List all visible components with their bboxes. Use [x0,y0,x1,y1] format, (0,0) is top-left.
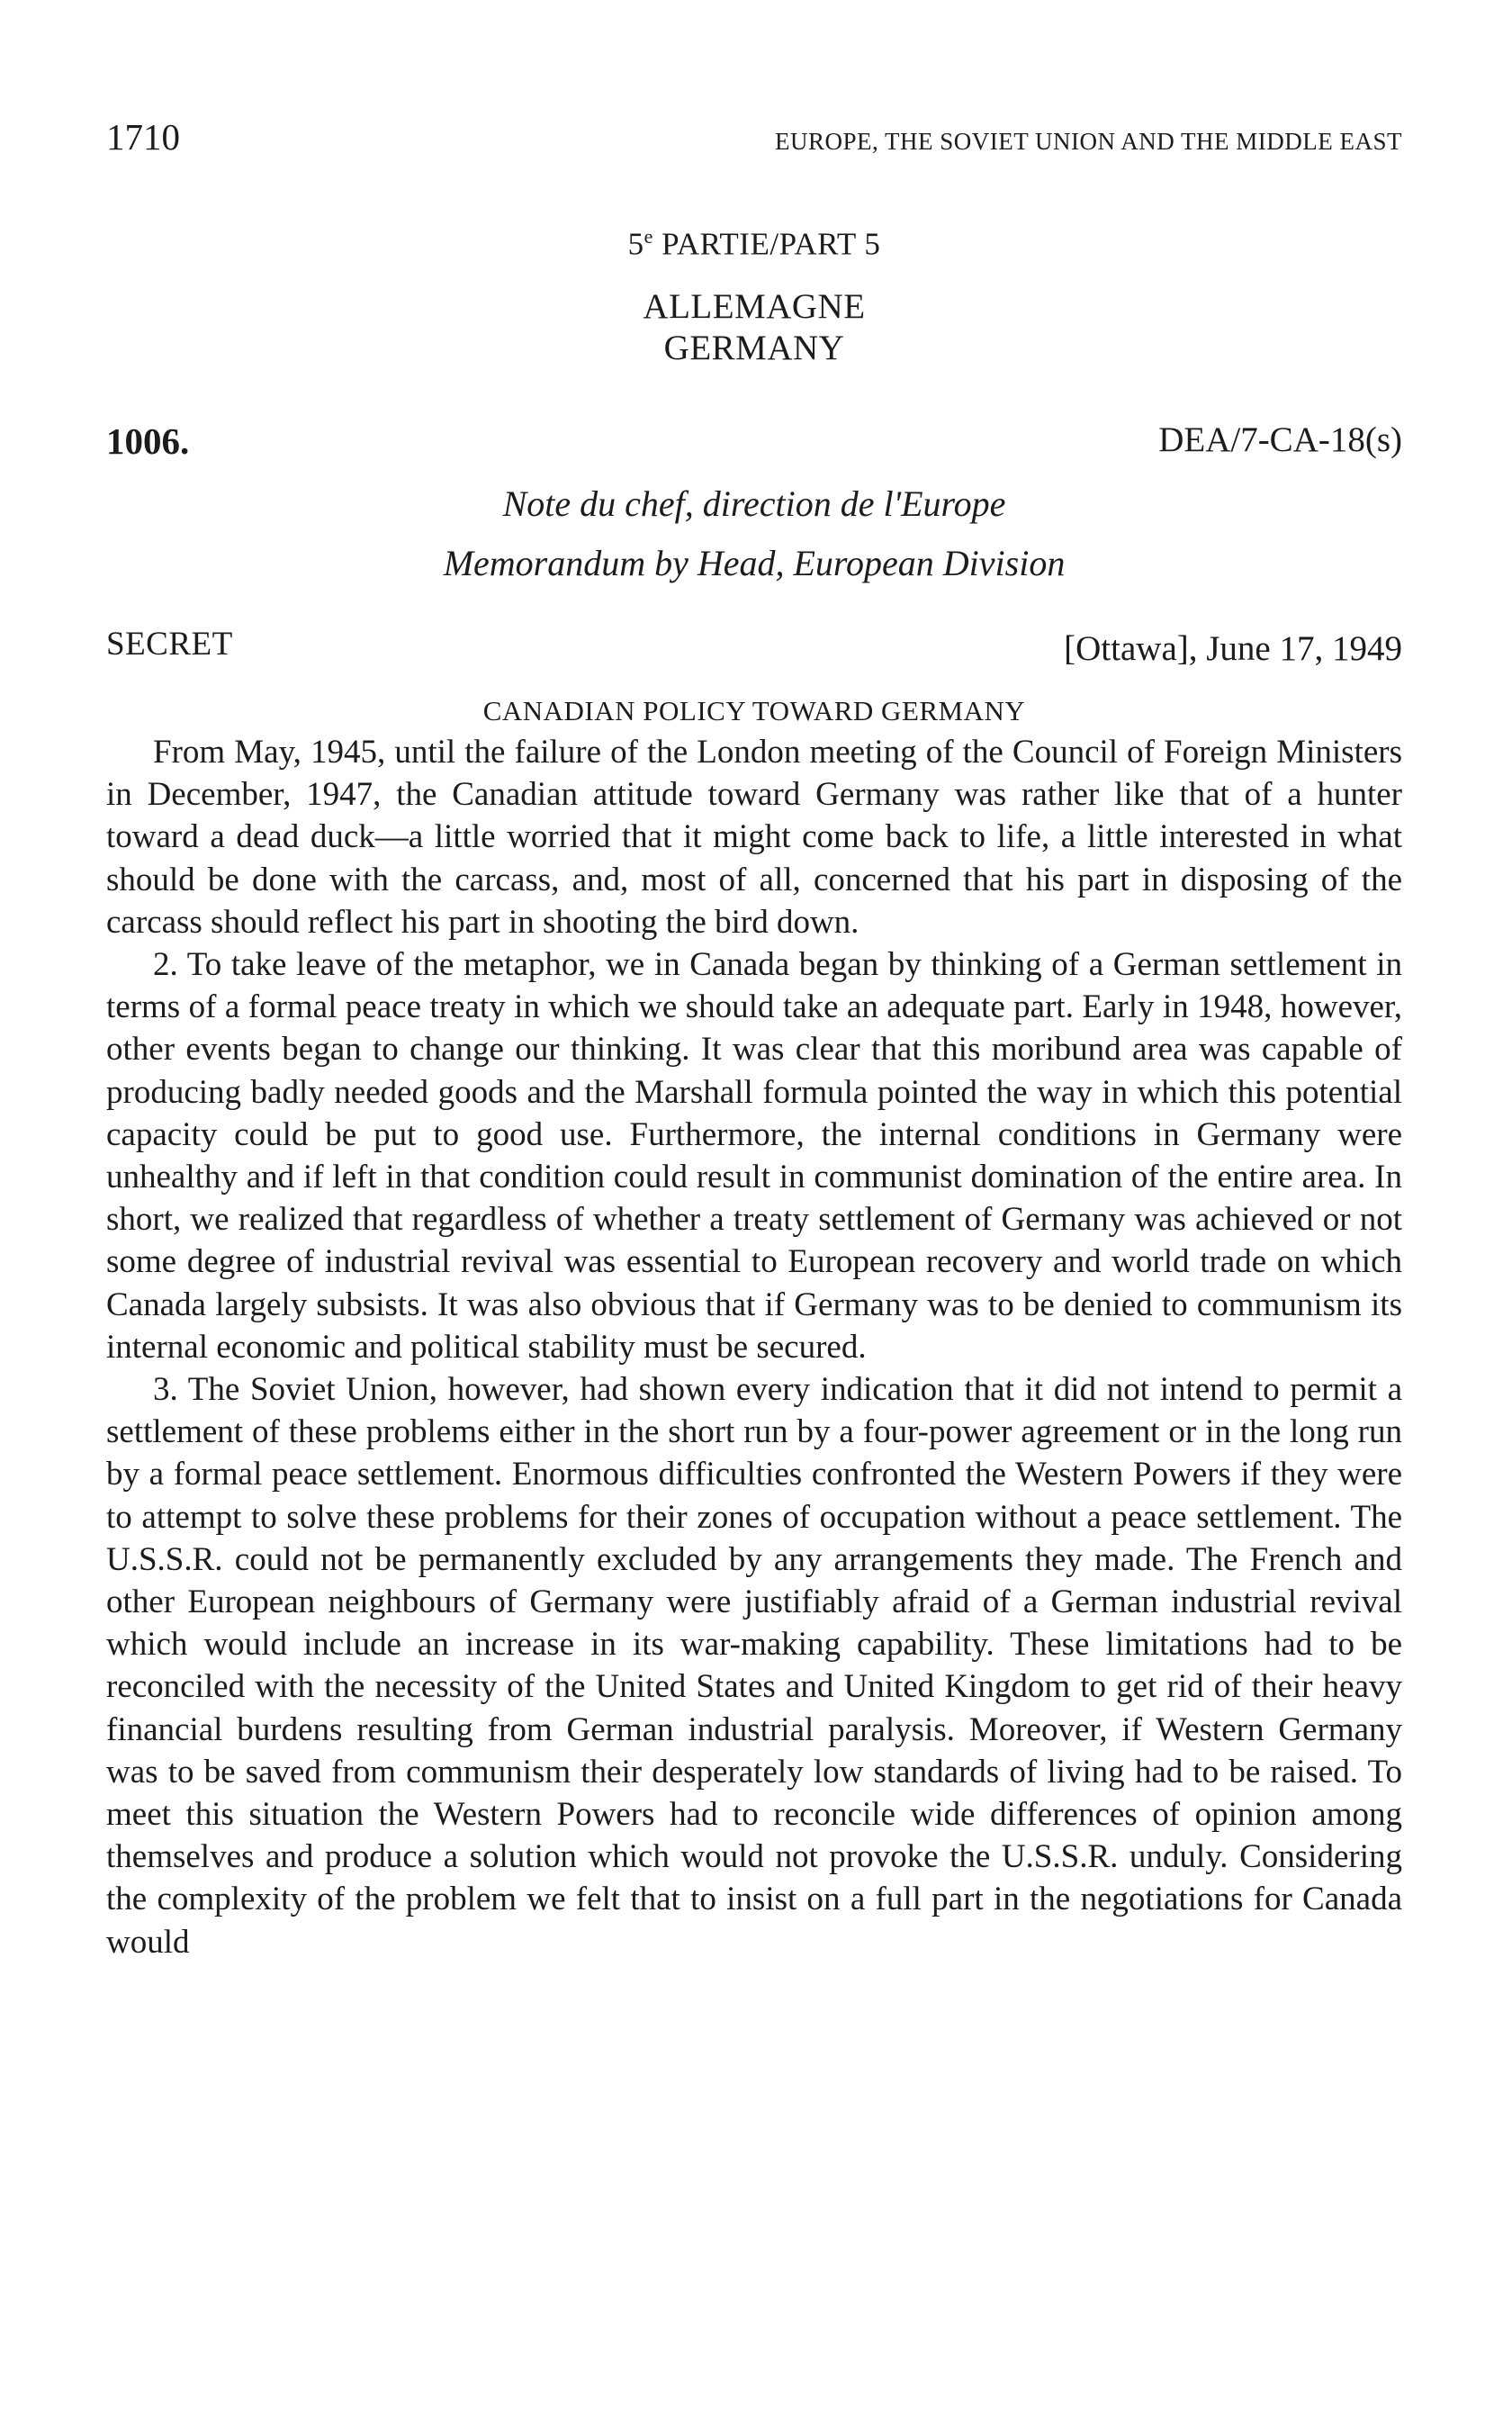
document-subtitle-en: Memorandum by Head, European Division [443,543,1066,583]
section-title-en: GERMANY [663,329,845,367]
body-text [106,731,1402,1963]
classification-label: SECRET [106,626,233,663]
section-title-fr: ALLEMAGNE [643,287,866,326]
paragraph: From May, 1945, until the failure of the London meeting of the Council of Foreign Ministers in December, 1947, the Canadian attitude toward Germany was rather like that of a hunter toward a dead duck—a little worried that it might come back to life, a little interested in what should be done with the carcass, and, most of all, concerned that his part in disposing of the carcass should reflect his part in shooting the bird down. [106,734,1402,941]
running-title: EUROPE, THE SOVIET UNION AND THE MIDDLE EAST [775,128,1402,155]
part-label-text: PARTIE/PART 5 [662,226,881,262]
dateline: [Ottawa], June 17, 1949 [1064,629,1402,668]
running-head [106,115,1402,160]
document-number: 1006. [106,420,190,462]
part-number: 5 [627,226,644,262]
document-subtitle-fr: Note du chef, direction de l'Europe [502,483,1006,524]
page-number: 1710 [106,116,180,158]
paragraph: 3. The Soviet Union, however, had shown every indication that it did not intend to permit a settlement of these problems either in the short run by a four-power agreement or in the long run by a formal peace settlement. Enormous difficulties confronted the Western Powers if they were to attempt to solve these problems for their zones of occupation without a peace settlement. The U.S.S.R. could not be permanently excluded by any arrangements they made. The French and other European neighbours of Germany were justifiably afraid of a German industrial revival which would include an increase in its war-making capability. These limitations had to be reconciled with the necessity of the United States and United Kingdom to get rid of their heavy financial burdens resulting from German industrial paralysis. Moreover, if Western Germany was to be saved from communism their desperately low standards of living had to be raised. To meet this situation the Western Powers had to reconcile wide differences of opinion among themselves and produce a solution which would not provoke the U.S.S.R. unduly. Considering the complexity of the problem we felt that to insist on a full part in the negotiations for Canada would [106,1371,1402,1961]
part-label [106,225,1402,263]
paragraph: 2. To take leave of the metaphor, we in Canada began by thinking of a German settlement in terms of a formal peace treaty in which we should take an adequate part. Early in 1948, however, other events began to change our thinking. It was clear that this moribund area was capable of producing badly needed goods and the Marshall formula pointed the way in which this potential capacity could be put to good use. Furthermore, the internal conditions in Germany were unhealthy and if left in that condition could result in communist domination of the entire area. In short, we realized that regardless of whether a treaty settlement of Germany was achieved or not some degree of industrial revival was essential to European recovery and world trade on which Canada largely subsists. It was also obvious that if Germany was to be denied to communism its internal economic and political stability must be secured. [106,946,1402,1366]
part-superscript: e [644,225,653,248]
document-title: CANADIAN POLICY TOWARD GERMANY [482,695,1026,726]
document-reference: DEA/7-CA-18(s) [1158,420,1402,459]
